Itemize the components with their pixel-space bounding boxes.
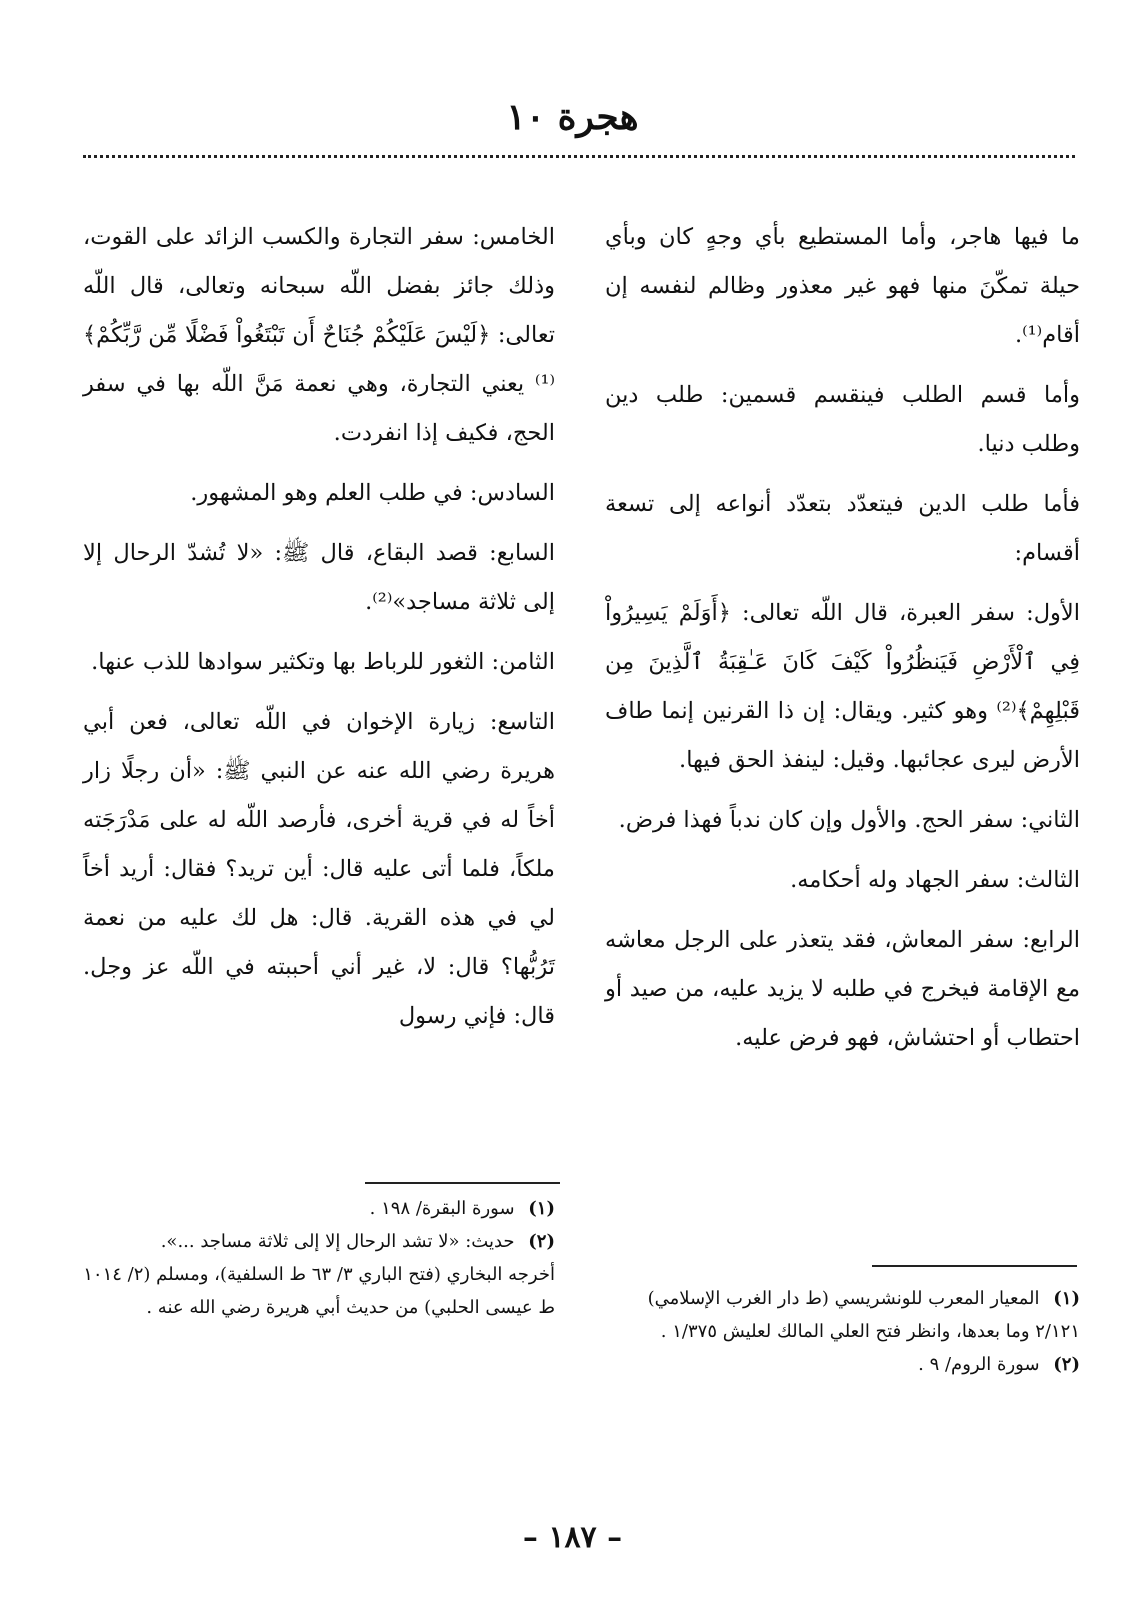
left-footnotes — [83, 1192, 555, 1324]
paragraph: التاسع: زيارة الإخوان في اللّه تعالى، فعن أبي هريرة رضي الله عنه عن النبي ﷺ: «أن رجلًا زار أخاً له في قرية أخرى، فأرصد اللّه له على مَدْرَجَته ملكاً، فلما أتى عليه قال: أين تريد؟ فقال: أريد أخاً لي في هذه القرية. قال: هل لك عليه من نعمة تَرُبُّها؟ قال: لا، غير أني أحببته في اللّه عز وجل. قال: فإني رسول — [83, 709, 556, 1029]
footnote-number: (٢) — [1053, 1354, 1080, 1375]
paragraph: الرابع: سفر المعاش، فقد يتعذر على الرجل معاشه مع الإقامة فيخرج في طلبه لا يزيد عليه، من صيد أو احتطاب أو احتشاش، فهو فرض عليه. — [605, 927, 1080, 1051]
right-text-column — [605, 213, 1080, 1074]
footnote-separator — [365, 1182, 560, 1184]
paragraph: الخامس: سفر التجارة والكسب الزائد على القوت، وذلك جائز بفضل اللّه سبحانه وتعالى، قال اللّه تعالى: ﴿لَيْسَ عَلَيْكُمْ جُنَاحٌ أَن تَبْتَغُواْ فَضْلًا مِّن رَّبِّكُمْ﴾⁽¹⁾ يعني التجارة، وهي نعمة مَنَّ اللّه بها في سفر الحج، فكيف إذا انفردت. — [83, 224, 555, 446]
footnote-item — [605, 1348, 1080, 1381]
page-number: – ١٨٧ – — [522, 1520, 623, 1555]
footnote-text: المعيار المعرب للونشريسي (ط دار الغرب الإسلامي) ٢/١٢١ وما بعدها، وانظر فتح العلي المالك لعليش ١/٣٧٥ . — [647, 1288, 1080, 1342]
footnote-text: حديث: «لا تشد الرحال إلا إلى ثلاثة مساجد ...». — [160, 1231, 515, 1252]
footnote-number: (١) — [1053, 1288, 1080, 1309]
paragraph: السادس: في طلب العلم وهو المشهور. — [190, 480, 555, 506]
footnote-item — [83, 1192, 555, 1225]
header-dotted-rule — [83, 155, 1075, 158]
paragraph: الثاني: سفر الحج. والأول وإن كان ندباً فهذا فرض. — [618, 807, 1080, 833]
paragraph: ما فيها هاجر، وأما المستطيع بأي وجهٍ كان وبأي حيلة تمكّنَ منها فهو غير معذور وظالم لنفسه إن أقام⁽¹⁾. — [605, 224, 1080, 348]
footnote-number: (٢) — [528, 1231, 555, 1252]
paragraph: فأما طلب الدين فيتعدّد بتعدّد أنواعه إلى تسعة أقسام: — [605, 491, 1080, 566]
paragraph: الأول: سفر العبرة، قال اللّه تعالى: ﴿أَوَلَمْ يَسِيرُواْ فِي ٱلْأَرْضِ فَيَنظُرُواْ كَيْفَ كَانَ عَـٰقِبَةُ ٱلَّذِينَ مِن قَبْلِهِمْ﴾⁽²⁾ وهو كثير. ويقال: إن ذا القرنين إنما طاف الأرض ليرى عجائبها. وقيل: لينفذ الحق فيها. — [605, 600, 1080, 773]
footnote-text: سورة البقرة/ ١٩٨ . — [369, 1198, 515, 1219]
paragraph: الثامن: الثغور للرباط بها وتكثير سوادها للذب عنها. — [91, 649, 555, 675]
paragraph: وأما قسم الطلب فينقسم قسمين: طلب دين وطلب دنيا. — [605, 382, 1080, 457]
footnote-item — [605, 1282, 1080, 1348]
right-footnotes — [605, 1282, 1080, 1381]
paragraph: السابع: قصد البقاع، قال ﷺ: «لا تُشدّ الرحال إلا إلى ثلاثة مساجد»⁽²⁾. — [83, 540, 555, 615]
left-text-column — [83, 213, 555, 1052]
footnote-continuation: أخرجه البخاري (فتح الباري ٣/ ٦٣ ط السلفية)، ومسلم (٢/ ١٠١٤ ط عيسى الحلبي) من حديث أبي هريرة رضي الله عنه . — [83, 1264, 555, 1318]
footnote-text: سورة الروم/ ٩ . — [918, 1354, 1040, 1375]
paragraph: الثالث: سفر الجهاد وله أحكامه. — [790, 867, 1080, 893]
footnote-number: (١) — [528, 1198, 555, 1219]
running-header-title: هجرة ١٠ — [506, 96, 639, 138]
footnote-item — [83, 1225, 555, 1258]
footnote-separator — [872, 1265, 1077, 1267]
